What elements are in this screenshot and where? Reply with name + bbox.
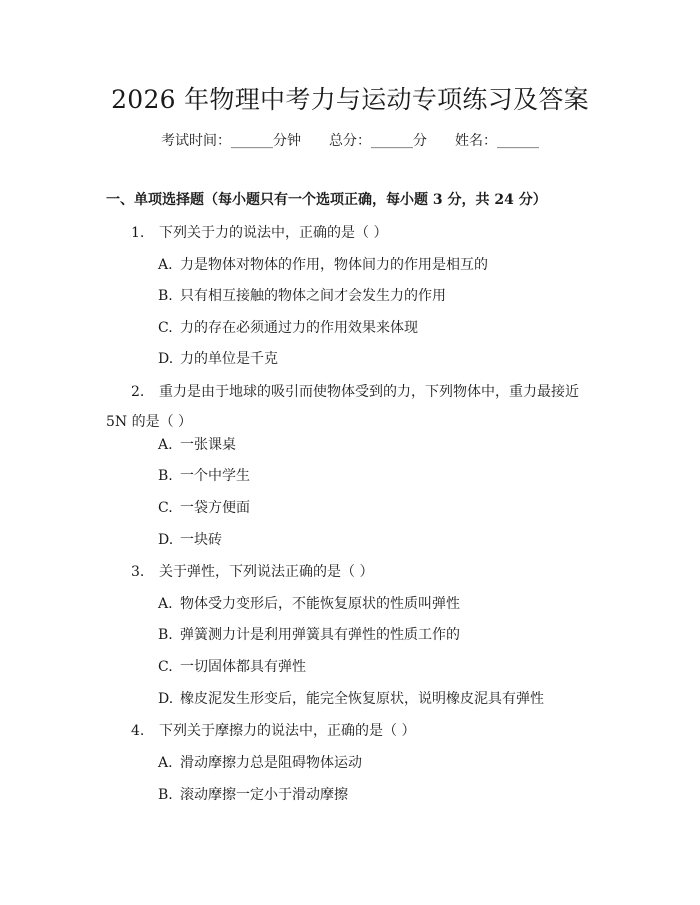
- option-letter: C.: [158, 659, 173, 675]
- option-text: 力是物体对物体的作用，物体间力的作用是相互的: [180, 257, 488, 273]
- question-number: 1.: [131, 225, 145, 241]
- option-text: 一个中学生: [180, 468, 250, 484]
- question-1: [131, 223, 387, 243]
- option-letter: B.: [158, 288, 173, 304]
- question-2: [106, 377, 596, 437]
- option-letter: B.: [158, 787, 173, 803]
- option-text: 一块砖: [180, 532, 222, 548]
- option-letter: A.: [158, 596, 173, 612]
- option-3d: [158, 689, 544, 709]
- student-name-label: 姓名：______: [455, 133, 539, 149]
- question-number: 2.: [131, 384, 145, 400]
- option-text: 一张课桌: [180, 437, 236, 453]
- option-letter: A.: [158, 437, 173, 453]
- question-text: 重力是由于地球的吸引而使物体受到的力，下列物体中，重力最接近 5N 的是（ ）: [106, 384, 579, 430]
- option-text: 滑动摩擦力总是阻碍物体运动: [180, 755, 362, 771]
- question-number: 4.: [131, 723, 145, 739]
- option-letter: C.: [158, 500, 173, 516]
- option-4b: [158, 785, 348, 805]
- option-2a: [158, 435, 236, 455]
- exam-time-label: 考试时间：______分钟: [161, 133, 301, 149]
- option-text: 橡皮泥发生形变后，能完全恢复原状，说明橡皮泥具有弹性: [180, 691, 544, 707]
- option-3c: [158, 657, 306, 677]
- exam-info: [0, 131, 700, 151]
- option-text: 力的存在必须通过力的作用效果来体现: [180, 320, 418, 336]
- page-title: 2026 年物理中考力与运动专项练习及答案: [111, 85, 589, 114]
- option-text: 只有相互接触的物体之间才会发生力的作用: [180, 288, 446, 304]
- option-2c: [158, 498, 250, 518]
- option-letter: A.: [158, 755, 173, 771]
- question-3: [131, 562, 373, 582]
- option-text: 力的单位是千克: [180, 351, 278, 367]
- option-text: 滚动摩擦一定小于滑动摩擦: [180, 787, 348, 803]
- option-1d: [158, 349, 278, 369]
- question-text: 关于弹性，下列说法正确的是（ ）: [159, 564, 374, 580]
- option-letter: D.: [158, 691, 174, 707]
- option-2d: [158, 530, 222, 550]
- option-1a: [158, 255, 488, 275]
- option-text: 一袋方便面: [180, 500, 250, 516]
- option-letter: C.: [158, 320, 173, 336]
- section-heading: 一、单项选择题（每小题只有一个选项正确，每小题 3 分，共 24 分）: [106, 192, 547, 208]
- question-text: 下列关于力的说法中，正确的是（ ）: [159, 225, 388, 241]
- option-1c: [158, 318, 418, 338]
- option-4a: [158, 753, 362, 773]
- option-letter: B.: [158, 468, 173, 484]
- option-text: 一切固体都具有弹性: [180, 659, 306, 675]
- option-text: 物体受力变形后，不能恢复原状的性质叫弹性: [180, 596, 460, 612]
- option-letter: B.: [158, 627, 173, 643]
- question-number: 3.: [131, 564, 145, 580]
- option-3b: [158, 625, 460, 645]
- option-letter: D.: [158, 351, 174, 367]
- question-4: [131, 721, 415, 741]
- option-letter: A.: [158, 257, 173, 273]
- option-2b: [158, 466, 250, 486]
- option-letter: D.: [158, 532, 174, 548]
- option-text: 弹簧测力计是利用弹簧具有弹性的性质工作的: [180, 627, 460, 643]
- option-3a: [158, 594, 460, 614]
- total-score-label: 总分：______分: [329, 133, 427, 149]
- option-1b: [158, 286, 446, 306]
- question-text: 下列关于摩擦力的说法中，正确的是（ ）: [159, 723, 416, 739]
